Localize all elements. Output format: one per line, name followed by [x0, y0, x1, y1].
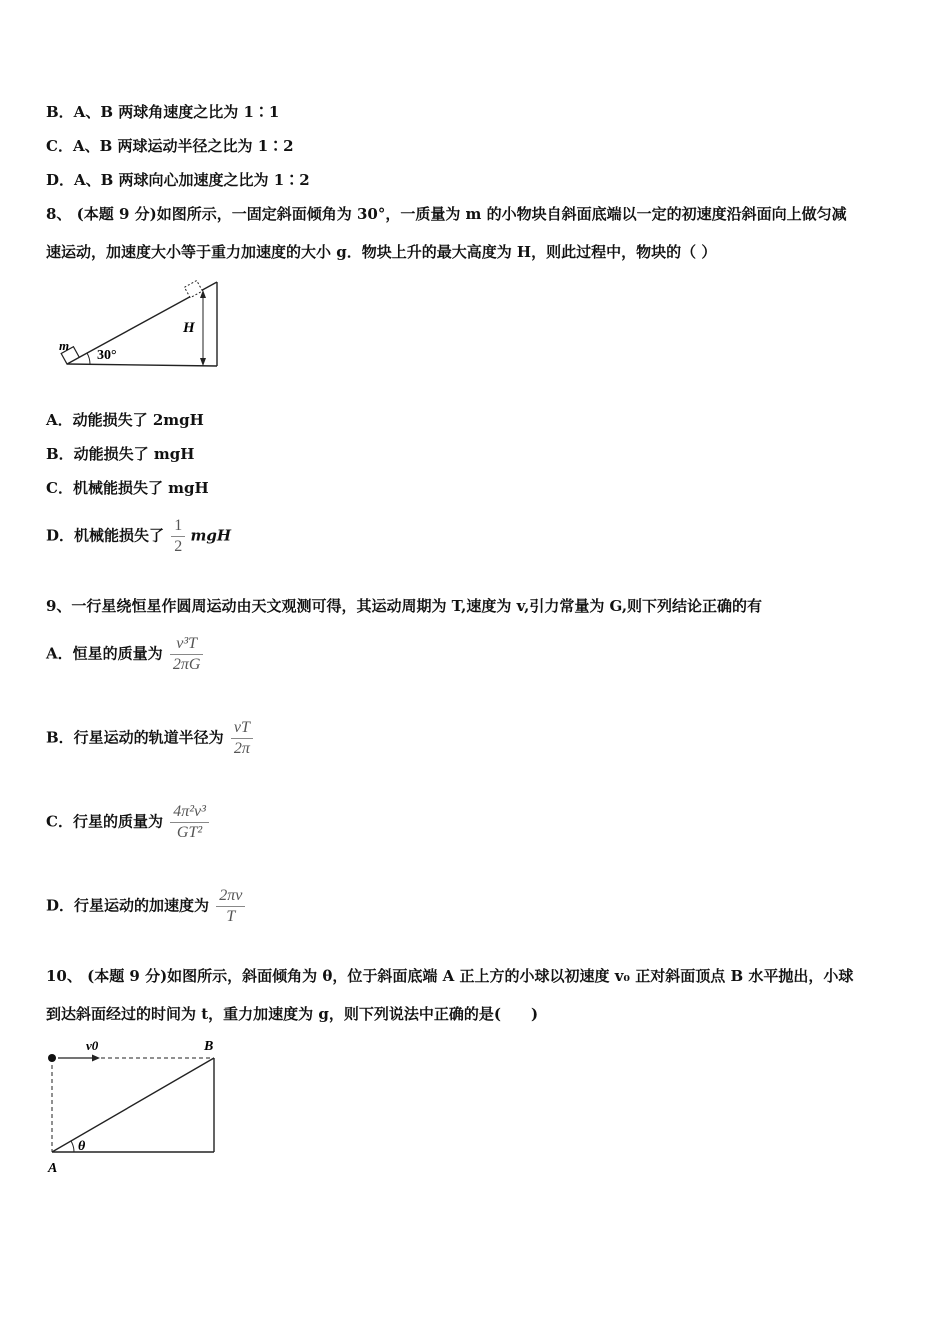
q8-option-a: A．动能损失了 2mgH — [46, 411, 204, 429]
incline-base — [67, 364, 217, 366]
q9-option-b-label: B．行星运动的轨道半径为 — [46, 728, 224, 747]
q9-option-c — [46, 802, 209, 843]
q9-option-b — [46, 718, 253, 759]
q8-stem-line1: 8、 (本题 9 分)如图所示，一固定斜面倾角为 30°，一质量为 m 的小物块自斜面底端以一定的初速度沿斜面向上做匀减 — [46, 205, 847, 223]
fraction-numerator: v³T — [176, 635, 198, 652]
block-at-top — [184, 281, 202, 298]
q8-option-d-suffix: mgH — [190, 526, 232, 545]
q9-option-d — [46, 886, 245, 927]
velocity-label: v0 — [86, 1038, 99, 1053]
q8-incline-figure — [55, 278, 225, 374]
fraction-numerator: 4π²v³ — [173, 803, 206, 820]
q9-option-c-fraction — [170, 802, 209, 843]
fraction-numerator: vT — [233, 719, 250, 736]
mass-label: m — [59, 338, 70, 353]
q9-option-a-label: A．恒星的质量为 — [46, 644, 163, 663]
q9-option-b-fraction — [231, 718, 253, 759]
q9-option-a — [46, 634, 203, 675]
q10-stem-line1: 10、 (本题 9 分)如图所示，斜面倾角为 θ，位于斜面底端 A 正上方的小球以初速度 v₀ 正对斜面顶点 B 水平抛出，小球 — [46, 967, 854, 985]
height-arrow-head-bottom — [200, 358, 206, 366]
q10-stem-line2: 到达斜面经过的时间为 t，重力加速度为 g，则下列说法中正确的是( ) — [46, 1005, 539, 1023]
q9-option-d-fraction — [216, 886, 245, 927]
q9-stem: 9、一行星绕恒星作圆周运动由天文观测可得，其运动周期为 T,速度为 v,引力常量为 G,则下列结论正确的有 — [46, 597, 763, 615]
angle-arc — [71, 1141, 74, 1152]
angle-label: θ — [78, 1139, 86, 1154]
angle-label: 30° — [97, 348, 117, 363]
q8-option-d-prefix: D．机械能损失了 — [46, 526, 165, 545]
fraction-denominator: 2π — [231, 738, 253, 759]
half-fraction — [171, 516, 185, 557]
fraction-denominator: T — [216, 906, 245, 927]
q7-option-c: C．A、B 两球运动半径之比为 1∶2 — [46, 137, 294, 155]
point-a-label: A — [48, 1161, 58, 1176]
incline-slope — [52, 1058, 214, 1152]
q10-projectile-figure — [42, 1034, 227, 1179]
point-b-label: B — [204, 1039, 214, 1054]
ball — [48, 1054, 56, 1062]
q9-option-d-label: D．行星运动的加速度为 — [46, 896, 210, 915]
q8-option-c: C．机械能损失了 mgH — [46, 479, 209, 497]
q7-option-d: D．A、B 两球向心加速度之比为 1∶2 — [46, 171, 310, 189]
q8-stem-line2: 速运动，加速度大小等于重力加速度的大小 g．物块上升的最大高度为 H，则此过程中，物块的（ ） — [46, 243, 717, 261]
fraction-denominator: 2 — [171, 536, 185, 557]
fraction-denominator: GT² — [170, 822, 209, 843]
velocity-arrow-head — [92, 1055, 100, 1062]
angle-arc — [87, 353, 90, 364]
fraction-denominator: 2πG — [170, 654, 204, 675]
fraction-numerator: 2πv — [219, 887, 243, 904]
q8-option-b: B．动能损失了 mgH — [46, 445, 195, 463]
q9-option-a-fraction — [170, 634, 204, 675]
q8-option-d — [46, 516, 231, 557]
q7-option-b: B．A、B 两球角速度之比为 1∶1 — [46, 103, 280, 121]
height-label: H — [183, 320, 195, 336]
q9-option-c-label: C．行星的质量为 — [46, 812, 163, 831]
fraction-numerator: 1 — [174, 517, 183, 534]
